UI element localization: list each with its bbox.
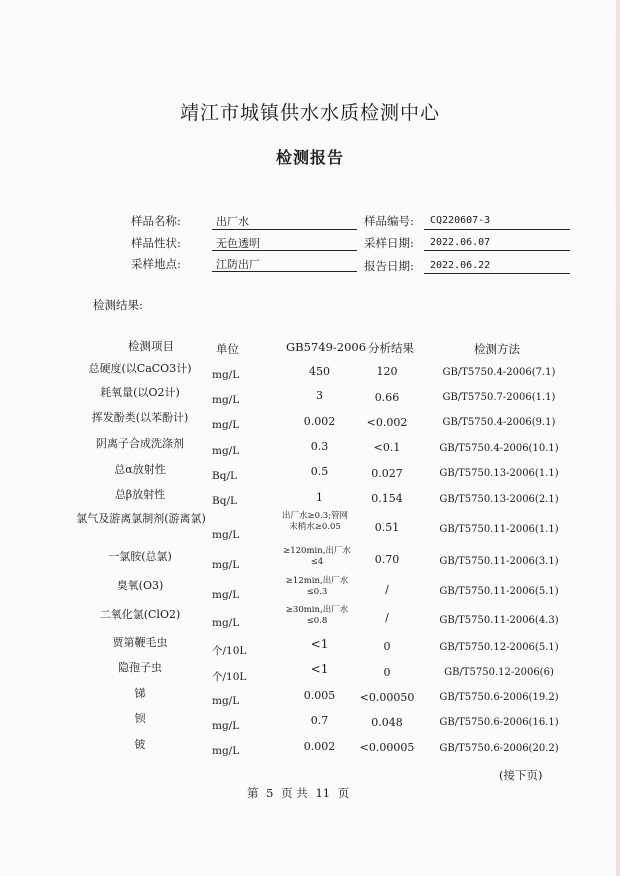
header-result: 分析结果: [368, 341, 414, 355]
row-result: 0: [383, 666, 391, 679]
row-result: /: [385, 583, 389, 596]
sample-date-value: 2022.06.07: [430, 237, 491, 248]
row-standard: ≥12min,出厂水≤0.3: [285, 576, 349, 597]
sample-name-value: 出厂水: [216, 215, 249, 228]
row-item: 总硬度(以CaCO3计): [88, 362, 192, 375]
header-unit: 单位: [216, 342, 239, 356]
row-item: 耗氧量(以O2计): [100, 386, 180, 399]
row-item: 氯气及游离氯制剂(游离氯): [76, 512, 206, 525]
row-unit: mg/L: [212, 445, 240, 457]
report-date-value: 2022.06.22: [430, 260, 491, 271]
header-method: 检测方法: [474, 342, 520, 356]
row-standard: 0.5: [310, 465, 329, 478]
row-standard: <1: [310, 637, 329, 651]
row-result: 0.027: [371, 467, 403, 480]
row-item: 总β放射性: [114, 488, 166, 501]
sample-name-underline: [212, 229, 357, 230]
row-standard: 0.3: [310, 440, 329, 453]
row-method: GB/T5750.12-2006(6): [444, 667, 554, 678]
edge-stamp-shadow: [616, 0, 620, 876]
row-item: 贾第鞭毛虫: [112, 636, 168, 649]
sample-name-label: 样品名称:: [131, 214, 181, 228]
row-result: <0.00005: [359, 741, 415, 754]
header-item: 检测项目: [128, 339, 174, 353]
row-method: GB/T5750.6-2006(19.2): [439, 692, 559, 703]
row-unit: Bq/L: [212, 470, 237, 482]
row-standard: 出厂水≥0.3;管网末梢水≥0.05: [282, 511, 349, 532]
row-item: 臭氧(O3): [116, 579, 164, 592]
page-prefix: 第: [247, 786, 259, 800]
row-method: GB/T5750.7-2006(1.1): [442, 392, 556, 403]
header-standard: GB5749-2006: [286, 340, 367, 354]
page-middle: 页 共: [281, 786, 308, 800]
results-label: 检测结果:: [93, 298, 143, 312]
sample-state-underline: [212, 250, 357, 251]
row-result: 0: [383, 640, 391, 653]
sample-no-value: CQ220607-3: [430, 215, 491, 226]
row-standard: 3: [316, 389, 323, 402]
row-method: GB/T5750.6-2006(16.1): [439, 717, 559, 728]
site-underline: [212, 271, 357, 272]
row-item: 铍: [134, 738, 146, 751]
row-method: GB/T5750.13-2006(2.1): [439, 494, 559, 505]
report-date-label: 报告日期:: [364, 259, 414, 273]
row-unit: 个/10L: [212, 645, 247, 657]
row-item: 挥发酚类(以苯酚计): [91, 411, 189, 424]
row-result: /: [385, 611, 389, 624]
row-method: GB/T5750.11-2006(5.1): [439, 586, 559, 597]
row-standard: 1: [316, 491, 323, 504]
row-unit: Bq/L: [212, 495, 237, 507]
row-method: GB/T5750.13-2006(1.1): [439, 468, 559, 479]
row-result: <0.1: [373, 441, 401, 454]
row-item: 阴离子合成洗涤剂: [96, 437, 184, 450]
row-result: 0.70: [374, 553, 400, 566]
row-result: 0.154: [371, 492, 403, 505]
row-standard: 0.005: [303, 689, 336, 702]
row-method: GB/T5750.11-2006(1.1): [439, 524, 559, 535]
row-unit: mg/L: [212, 369, 240, 381]
row-unit: mg/L: [212, 394, 240, 406]
sample-date-label: 采样日期:: [364, 236, 414, 250]
row-result: <0.002: [366, 416, 408, 429]
row-item: 钡: [134, 712, 146, 725]
row-method: GB/T5750.4-2006(7.1): [442, 367, 556, 378]
row-item: 一氯胺(总氯): [108, 550, 172, 563]
site-label: 采样地点:: [131, 257, 181, 271]
row-item: 隐孢子虫: [118, 661, 162, 674]
row-method: GB/T5750.6-2006(20.2): [439, 743, 559, 754]
row-method: GB/T5750.11-2006(4.3): [439, 615, 559, 626]
row-item: 总α放射性: [114, 463, 166, 476]
org-title: 靖江市城镇供水水质检测中心: [179, 102, 440, 124]
sample-no-label: 样品编号:: [364, 214, 414, 228]
row-unit: mg/L: [212, 419, 240, 431]
row-standard: ≥30min,出厂水≤0.8: [285, 605, 349, 626]
row-result: 0.048: [371, 716, 403, 729]
row-method: GB/T5750.4-2006(10.1): [439, 443, 559, 454]
page-total: 11: [315, 786, 331, 800]
sample-date-underline: [424, 250, 570, 251]
sample-state-value: 无色透明: [216, 237, 260, 250]
row-method: GB/T5750.11-2006(3.1): [439, 556, 559, 567]
row-standard: ≥120min,出厂水≤4: [283, 546, 351, 567]
row-result: 120: [376, 365, 398, 378]
report-date-underline: [424, 273, 570, 274]
row-result: <0.00050: [359, 691, 415, 704]
report-title: 检测报告: [275, 148, 344, 167]
row-item: 锑: [134, 687, 146, 700]
page-current: 5: [266, 786, 274, 800]
sample-no-underline: [424, 229, 570, 230]
row-unit: mg/L: [212, 720, 240, 732]
page-footer: [247, 785, 349, 801]
row-result: 0.51: [374, 521, 400, 534]
row-unit: mg/L: [212, 745, 240, 757]
row-unit: mg/L: [212, 695, 240, 707]
row-method: GB/T5750.4-2006(9.1): [442, 417, 556, 428]
row-result: 0.66: [374, 391, 400, 404]
row-standard: <1: [310, 662, 329, 676]
row-unit: mg/L: [212, 529, 240, 541]
row-unit: 个/10L: [212, 671, 247, 683]
row-unit: mg/L: [212, 617, 240, 629]
row-standard: 0.002: [303, 415, 336, 428]
page-suffix: 页: [337, 786, 350, 800]
continued-note: (接下页): [499, 768, 543, 782]
site-value: 江防出厂: [216, 258, 260, 271]
row-unit: mg/L: [212, 559, 240, 571]
row-standard: 0.7: [310, 714, 329, 727]
row-item: 二氧化氯(ClO2): [99, 608, 181, 621]
row-standard: 0.002: [303, 740, 336, 753]
row-unit: mg/L: [212, 589, 240, 601]
sample-state-label: 样品性状:: [131, 236, 181, 250]
row-method: GB/T5750.12-2006(5.1): [439, 642, 559, 653]
row-standard: 450: [309, 365, 330, 378]
